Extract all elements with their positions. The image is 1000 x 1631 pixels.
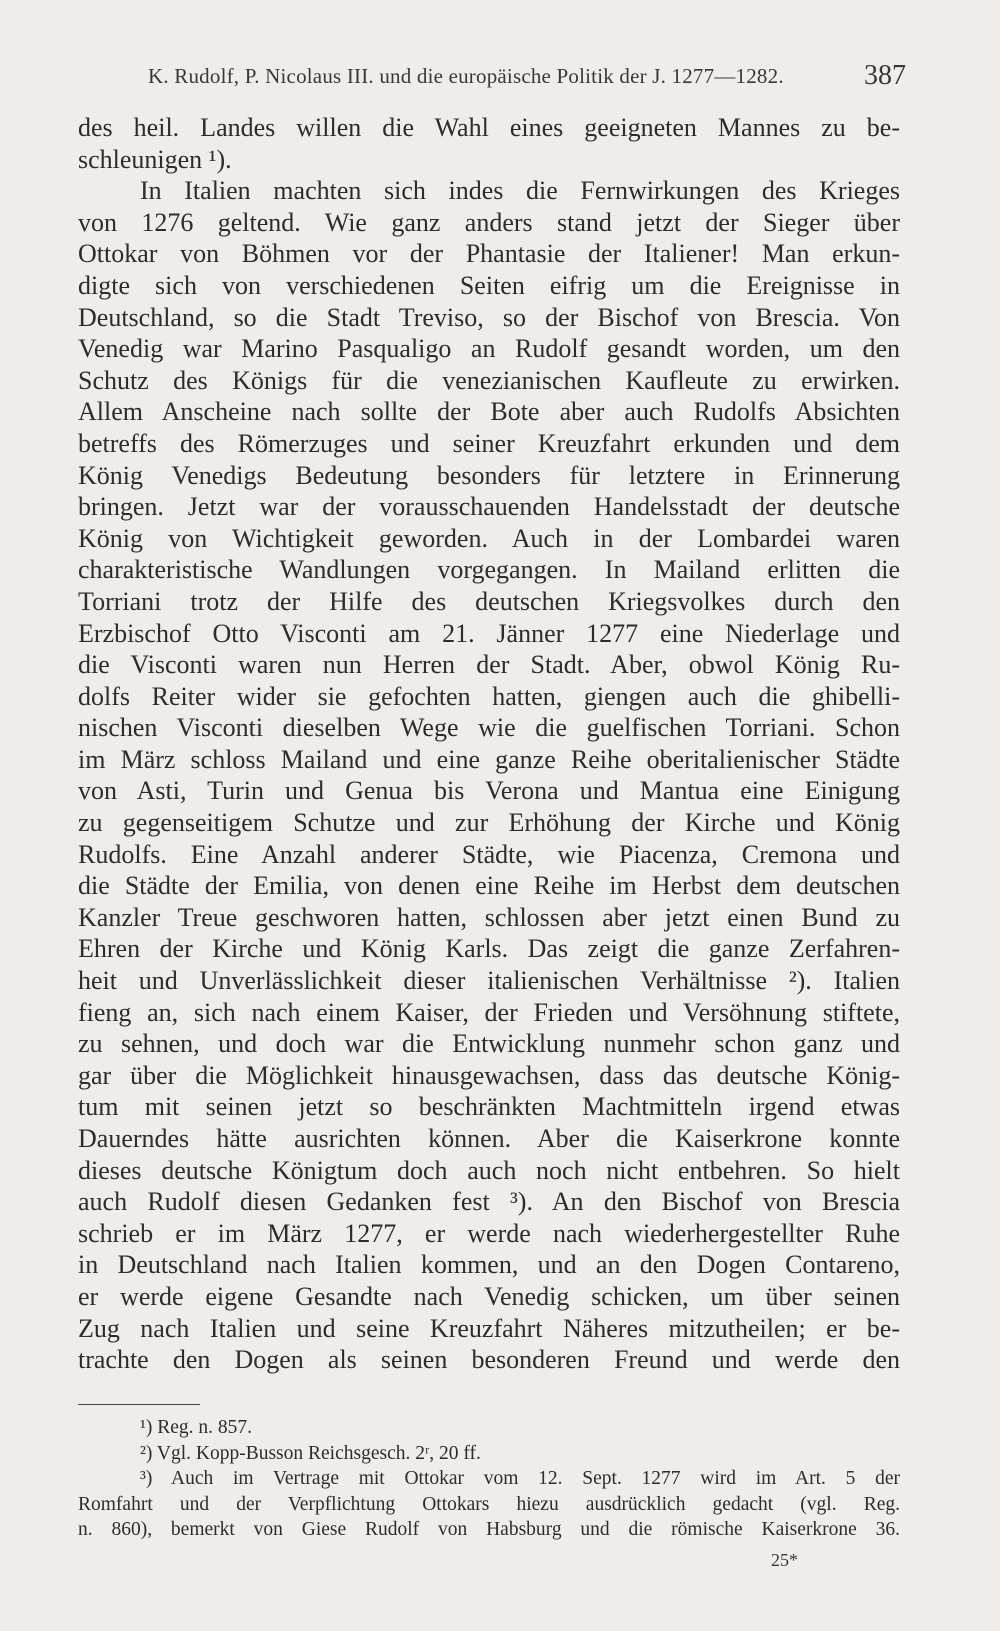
text-line: Ehren der Kirche und König Karls. Das zeigt die ganze Zerfahren- <box>78 934 900 964</box>
text-line: tum mit seinen jetzt so beschränkten Machtmitteln irgend etwas <box>78 1092 900 1122</box>
text-line: Allem Anscheine nach sollte der Bote aber auch Rudolfs Absichten <box>78 397 900 427</box>
text-line: gar über die Möglichkeit hinausgewachsen, dass das deutsche König- <box>78 1060 900 1090</box>
body-text <box>78 112 900 1376</box>
text-line: auch Rudolf diesen Gedanken fest ³). An den Bischof von Brescia <box>78 1187 900 1217</box>
text-line: in Deutschland nach Italien kommen, und an den Dogen Contareno, <box>78 1250 900 1280</box>
running-header <box>78 60 906 94</box>
text-line: bringen. Jetzt war der vorausschauenden Handelsstadt der deutsche <box>78 492 900 522</box>
footnote-3-cont: Romfahrt und der Verpflichtung Ottokars hiezu ausdrücklich gedacht (vgl. Reg. <box>78 1493 900 1515</box>
text-line: zu gegenseitigem Schutze und zur Erhöhung der Kirche und König <box>78 808 900 838</box>
text-line: König Venedigs Bedeutung besonders für letztere in Erinnerung <box>78 460 900 490</box>
text-line: zu sehnen, und doch war die Entwicklung nunmehr schon ganz und <box>78 1029 900 1059</box>
text-line: Torriani trotz der Hilfe des deutschen Kriegsvolkes durch den <box>78 586 900 616</box>
text-line: Kanzler Treue geschworen hatten, schlossen aber jetzt einen Bund zu <box>78 902 900 932</box>
text-line: Erzbischof Otto Visconti am 21. Jänner 1277 eine Niederlage und <box>78 618 900 648</box>
signature-mark: 25* <box>771 1550 798 1570</box>
text-line: digte sich von verschiedenen Seiten eifrig um die Ereignisse in <box>78 270 900 300</box>
text-line: Ottokar von Böhmen vor der Phantasie der Italiener! Man erkun- <box>78 239 900 269</box>
text-line: dieses deutsche Königtum doch auch noch nicht entbehren. So hielt <box>78 1155 900 1185</box>
text-line: fieng an, sich nach einem Kaiser, der Frieden und Versöhnung stiftete, <box>78 997 900 1027</box>
footnote-3: ³) Auch im Vertrage mit Ottokar vom 12. Sept. 1277 wird im Art. 5 der <box>140 1468 900 1489</box>
text-line: Venedig war Marino Pasqualigo an Rudolf gesandt worden, um den <box>78 334 900 364</box>
text-line: betreffs des Römerzuges und seiner Kreuzfahrt erkunden und dem <box>78 428 900 458</box>
text-line: Dauerndes hätte ausrichten können. Aber die Kaiserkrone konnte <box>78 1124 900 1153</box>
text-line: Schutz des Königs für die venezianischen Kaufleute zu erwirken. <box>78 365 900 395</box>
text-line: charakteristische Wandlungen vorgegangen. In Mailand erlitten die <box>78 555 900 585</box>
running-title: K. Rudolf, P. Nicolaus III. und die europäische Politik der J. 1277—1282. <box>148 64 784 88</box>
text-line: von 1276 geltend. Wie ganz anders stand jetzt der Sieger über <box>78 207 900 237</box>
text-line: In Italien machten sich indes die Fernwirkungen des Krieges <box>140 176 900 206</box>
text-line: Zug nach Italien und seine Kreuzfahrt Näheres mitzutheilen; er be- <box>78 1313 900 1343</box>
text-line: schleunigen ¹). <box>78 144 232 174</box>
footnote-2: ²) Vgl. Kopp-Busson Reichsgesch. 2ʳ, 20 ff. <box>140 1442 481 1464</box>
text-line: König von Wichtigkeit geworden. Auch in der Lombardei waren <box>78 523 900 553</box>
text-line: Deutschland, so die Stadt Treviso, so der Bischof von Brescia. Von <box>78 302 900 332</box>
footnotes <box>78 1415 900 1543</box>
text-line: Rudolfs. Eine Anzahl anderer Städte, wie Piacenza, Cremona und <box>78 839 900 869</box>
text-line: die Visconti waren nun Herren der Stadt. Aber, obwol König Ru- <box>78 650 900 680</box>
text-line: er werde eigene Gesandte nach Venedig schicken, um über seinen <box>78 1281 900 1311</box>
footnote-1: ¹) Reg. n. 857. <box>140 1417 253 1438</box>
footnote-3-cont: n. 860), bemerkt von Giese Rudolf von Habsburg und die römische Kaiserkrone 36. <box>78 1519 900 1540</box>
text-line: trachte den Dogen als seinen besonderen Freund und werde den <box>78 1345 900 1375</box>
text-line: im März schloss Mailand und eine ganze Reihe oberitalienischer Städte <box>78 744 900 774</box>
text-line: des heil. Landes willen die Wahl eines geeigneten Mannes zu be- <box>78 113 900 142</box>
footnote-rule <box>78 1404 200 1405</box>
text-line: die Städte der Emilia, von denen eine Reihe im Herbst dem deutschen <box>78 871 900 901</box>
text-line: von Asti, Turin und Genua bis Verona und Mantua eine Einigung <box>78 776 900 806</box>
page-number: 387 <box>864 60 906 91</box>
text-line: dolfs Reiter wider sie gefochten hatten, giengen auch die ghibelli- <box>78 681 900 711</box>
text-line: schrieb er im März 1277, er werde nach wiederhergestellter Ruhe <box>78 1218 900 1248</box>
text-line: nischen Visconti dieselben Wege wie die guelfischen Torriani. Schon <box>78 713 900 743</box>
text-line: heit und Unverlässlichkeit dieser italienischen Verhältnisse ²). Italien <box>78 966 900 996</box>
